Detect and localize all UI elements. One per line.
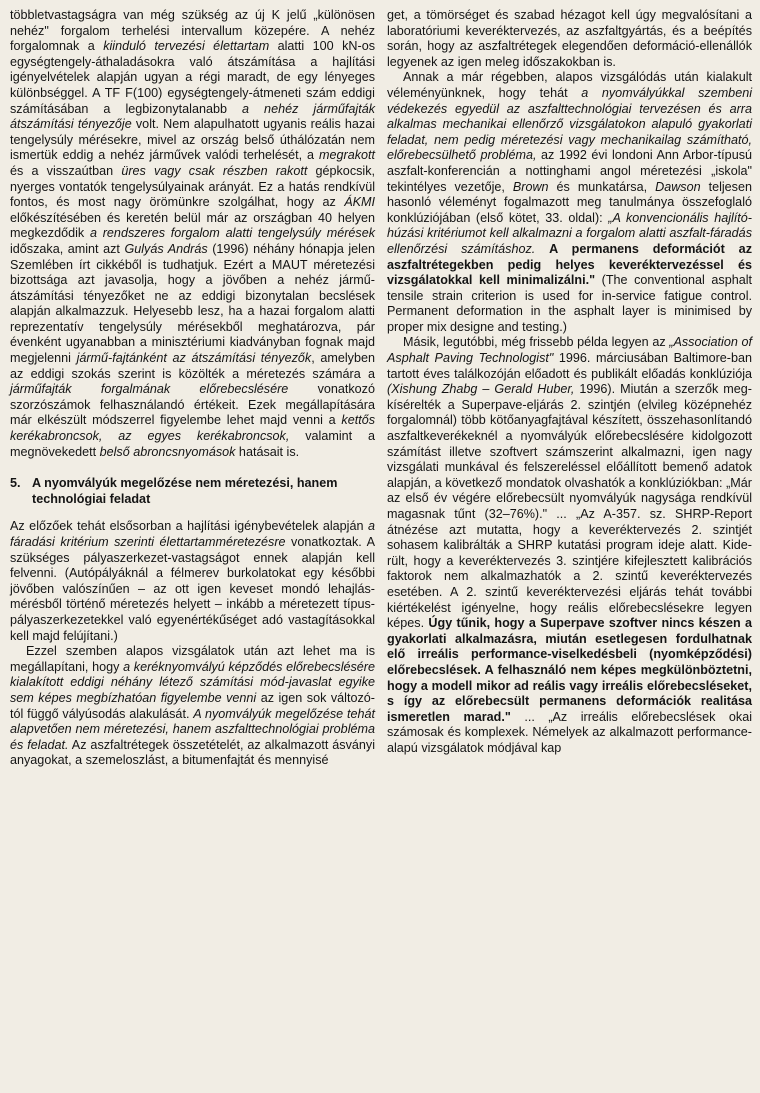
italic-run: járműfajták forgalmának előrebecslésére xyxy=(10,382,289,397)
bold-run: A permanens deformációt az aszfaltrétegekben pedig helyes keveréktervezéssel és vizsgálatokkal kell minimalizálni." xyxy=(387,241,752,288)
italic-run: belső abroncsnyomások xyxy=(99,444,236,459)
italic-run: üres vagy csak részben rakott xyxy=(121,163,308,178)
text-run: és a visszaútban xyxy=(10,163,122,178)
paragraph xyxy=(387,8,752,70)
italic-run: Brown xyxy=(512,179,549,194)
text-run: előkészítésében és keretén belül már az országban 40 helyen megkezdődik xyxy=(10,210,375,241)
paragraph xyxy=(10,519,375,644)
text-run: és munkatársa, xyxy=(548,179,656,194)
text-run: vonatkozó szorzószámok felhasználandó értékeit. Ezek megállapítására már elkészült módszerrel figyelembe lehet majd venni a xyxy=(10,382,375,428)
italic-run: a nehéz járműfajták átszámítási tényezője xyxy=(10,101,375,132)
left-column xyxy=(10,8,375,1093)
text-run: gépkocsik, nyerges vontatók tengelysúlyainak arányát. Ez a hatás rendkívül fontos, és most nagy örömünkre szolgálhat, hogy az xyxy=(10,163,376,210)
text-run: az 1992 évi londoni Ann Arbor-típusú aszfalt-konferencián a nottinghami angol méretezési „iskola" tekintélyes vezetője, xyxy=(387,148,752,194)
text-run: Ezzel szemben alapos vizsgálatok után azt lehet ma is megállapítani, hogy xyxy=(10,644,375,674)
text-run: 1996. márciusában Baltimore-ban tartott éves találkozóján előadott és publikált előadás konklúziója xyxy=(387,351,753,381)
text-run: ... „Az irreális előrebecslések okai számosak és komplexek. Némelyek az alkalmazott performance-alapú vizsgálatok módjával kap xyxy=(387,709,752,755)
text-run: 1996). Miután a szerzők megkísérelték a Superpave-eljárás 2. szintjén (elvileg középnehéz forgalomnál) több kötőanyagfajtával készített, összehasonlítandó aszfaltkeverékeknél a nyomvályúk előrebecslésére kidolgozott számítást illetve szoftvert számszerint alkalmazni, igen nagy vizsgálati munkával és felszereléssel előállított bemenő adatok alapján, a következő mondatok olvashatók a konklúziókban: „Már az első év végére előrebecsült nyomvályúk nagysága rendkívül magasnak tűnt (32–76%)." ... „Az A-357. sz. SHRP-Report átnézése azt mutatta, hogy a keveréktervezés 2. szintjét sohasem kalibrálták a SHRP kutatási program ideje alatt. Kiderült, hogy a keveréktervezés 3. szintjére kifejlesztett kalibrációs faktorok nem alkalmazhatók a 2. szintű keveréktervezés esetében. A 2. szintű keveréktervezési eljárás tehát további kiértékelést igényelne, hogy reális előrebecslésekre legyen képes. xyxy=(387,382,752,631)
italic-run: Gulyás András xyxy=(124,241,208,256)
paragraph xyxy=(10,644,375,769)
italic-run: kiinduló tervezési élettartam xyxy=(103,39,270,54)
italic-run: megrakott xyxy=(319,148,375,163)
text-run: Másik, legutóbbi, még frissebb példa legyen az xyxy=(403,335,670,350)
italic-run: a nyomvályúkkal szembeni védekezés egyedül az aszfalttechnológiai tervezésen és arra alkalmas mechanikai ellenőrző vizsgálatokon alapuló gyakorlati feladat, nem pedig méretezési vagy mechanikailag számítható, előrebecsülhető probléma, xyxy=(387,85,752,163)
italic-run: jármű-fajtánként az átszámítási tényezők xyxy=(76,351,312,366)
text-run: Annak a már régebben, alapos vizsgálódás után kialakult véleményünknek, hogy tehát xyxy=(387,70,752,100)
text-run: Az előzőek tehát elsősorban a hajlítási igénybevételek alapján xyxy=(10,519,368,534)
text-run: Az aszfaltrétegek összetételét, az alkalmazott ásványi anyagokat, a szemeloszlást, a bitumenfajtát és mennyisé xyxy=(10,737,375,768)
text-run: vonatkoztak. A szükséges pályaszerkezet-vastagságot ennek alapján kell felvenni. (Autópályáknál a félmerev burkolatokat egy későbbi jövőben valószínűen – az ott igen keveset mondó lehajlásmérésből történő méretezés helyett – inkább a méretezett típus-pályaszerkezetekkel való egyenértékűséget adó vastagításokkal kell majd felújítani.) xyxy=(10,535,375,643)
italic-run: „A konvencionális hajlító-húzási kritériumot kell alkalmazni a forgalom alatti aszfalt-fáradás ellenőrzési számításhoz. xyxy=(387,210,752,256)
section-heading xyxy=(10,476,375,507)
italic-run: a fáradási kritérium szerinti élettartamméretezésre xyxy=(10,519,375,549)
text-run: többletvastagságra van még szükség az új K jelű „különösen nehéz" forgalom terhelési intervallum közepére. A nehéz forgalomnak a xyxy=(10,8,375,54)
text-run: az igen sok változótól függő vályúsodás alakulását. xyxy=(10,690,375,721)
italic-run: (Xishung Zhabg – Gerald Huber, xyxy=(387,382,575,397)
text-run: , amelyben az eddigi szokás szerint is közölték a méretezés számára a xyxy=(10,351,375,381)
paragraph xyxy=(10,8,375,460)
text-run: időszaka, amint azt xyxy=(10,241,125,256)
italic-run: a rendszeres forgalom alatti tengelysúly mérések xyxy=(89,226,375,241)
text-run: teljesen hasonló véleményt fogalmazott meg tanulmánya összefoglaló konklúziójában (első kötet, 33. oldal): xyxy=(387,179,752,225)
text-run: get, a tömörséget és szabad hézagot kell úgy megvalósítani a laboratóriumi keveréktervezés, az aszfaltgyártás, és a beépítés során, hogy az aszfaltrétegek elegendően deformáció-ellenállók legyenek az igen meleg időszakokban is. xyxy=(387,8,752,69)
italic-run: kettős kerékabroncsok, az egyes kerékabroncsok, xyxy=(10,413,375,444)
text-run: hatásait is. xyxy=(235,444,300,459)
text-run: valamint a megnövekedett xyxy=(10,429,375,459)
text-run: (1996) néhány hónapja jelen Szemlében írt cikkéből is tudhatjuk. Ezért a MAUT méretezési bizottsága azt javasolja, hogy a jövőben a nehéz jármű-átszámítási tényezőket ne az eddigi bizonytalan becslések alapján alkalmazzuk. Helyesebb lesz, ha a hazai forgalom alatti reprezentatív tengelysúly mérésekből meghatározva, pár évenként ugyanabban a minisztériumi kiadványban fognak majd megjelenni xyxy=(10,241,375,366)
right-column xyxy=(387,8,752,1093)
text-run: volt. Nem alapulhatott ugyanis reális hazai tengelysúly mérésekre, mivel az ország belső úthálózatán nem ismertük eddig a nehéz járművek valódi terhelését, a xyxy=(10,117,375,163)
italic-run: A nyomvályúk megelőzése tehát alapvetően nem méretezési, hanem aszfalttechnológiai probléma és feladat. xyxy=(10,706,375,752)
section-title: A nyomvályúk megelőzése nem méretezési, hanem technológiai feladat xyxy=(32,476,338,506)
italic-run: ÁKMI xyxy=(344,195,375,210)
italic-run: „Association of Asphalt Paving Technologist" xyxy=(387,335,752,366)
paragraph xyxy=(387,335,752,756)
italic-run: a keréknyomvályú képződés előrebecslésére kialakított eddigi néhány létező számítási mód-javaslat egyike sem képes megbízhatóan figyelembe venni xyxy=(10,659,375,705)
text-run: alatti 100 kN-os egységtengely-áthaladásokra való átszámítása a hajlítási igényelvételek alapján ugyan a régi maradt, de egy lényeges különbséggel. A TF F(100) egységtengely-átmeneti szám eddigi számításában a legbizonytalanabb xyxy=(10,39,376,116)
paragraph xyxy=(387,70,752,335)
italic-run: Dawson xyxy=(655,179,701,194)
text-run: (The conventional asphalt tensile strain criterion is used for in-service fatigue control. Permanent deformation in the asphalt layer is minimised by proper mix designe and testing.) xyxy=(387,273,752,334)
bold-run: Úgy tűnik, hogy a Superpave szoftver nincs készen a gyakorlati alkalmazásra, miután esetlegesen fordulhatnak elő irreális performance-viselkedésbeli (nyomképződési) előrebecslések. A felhasználó nem képes megkülönböztetni, hogy a modell mikor ad reális vagy irreális előrebecsléseket, s így az előrebecsült permanens deformációk realitása ismeretlen marad." xyxy=(387,616,752,724)
section-number: 5. xyxy=(10,476,21,491)
